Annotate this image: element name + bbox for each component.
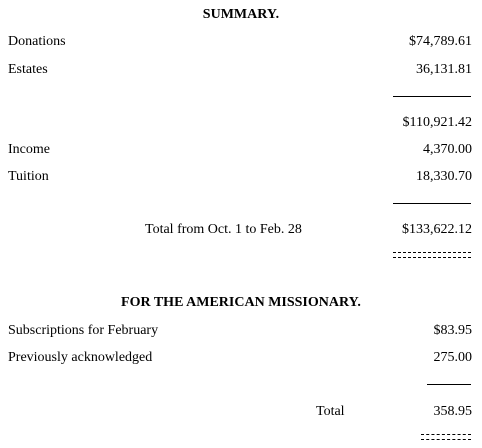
donations-label: Donations (8, 34, 66, 49)
income-amount: 4,370.00 (423, 142, 472, 157)
total-amount: $133,622.12 (402, 222, 472, 237)
total-double-rule (393, 252, 471, 258)
missionary-total-double-rule (421, 434, 471, 440)
subtotal-rule (393, 96, 471, 97)
total-label: Total from Oct. 1 to Feb. 28 (145, 222, 302, 237)
donations-amount: $74,789.61 (409, 34, 472, 49)
estates-label: Estates (8, 62, 48, 77)
summary-heading: SUMMARY. (202, 7, 280, 22)
missionary-total-amount: 358.95 (433, 404, 472, 419)
tuition-amount: 18,330.70 (416, 169, 472, 184)
income-label: Income (8, 142, 50, 157)
missionary-total-rule (427, 384, 471, 385)
estates-amount: 36,131.81 (416, 62, 472, 77)
subscriptions-label: Subscriptions for February (8, 323, 159, 338)
tuition-label: Tuition (8, 169, 49, 184)
missionary-total-label: Total (316, 404, 345, 419)
previously-acknowledged-label: Previously acknowledged (8, 350, 153, 365)
total-rule (393, 203, 471, 204)
missionary-heading: FOR THE AMERICAN MISSIONARY. (121, 295, 361, 310)
previously-acknowledged-amount: 275.00 (433, 350, 472, 365)
subscriptions-amount: $83.95 (433, 323, 472, 338)
subtotal-amount: $110,921.42 (402, 115, 472, 130)
